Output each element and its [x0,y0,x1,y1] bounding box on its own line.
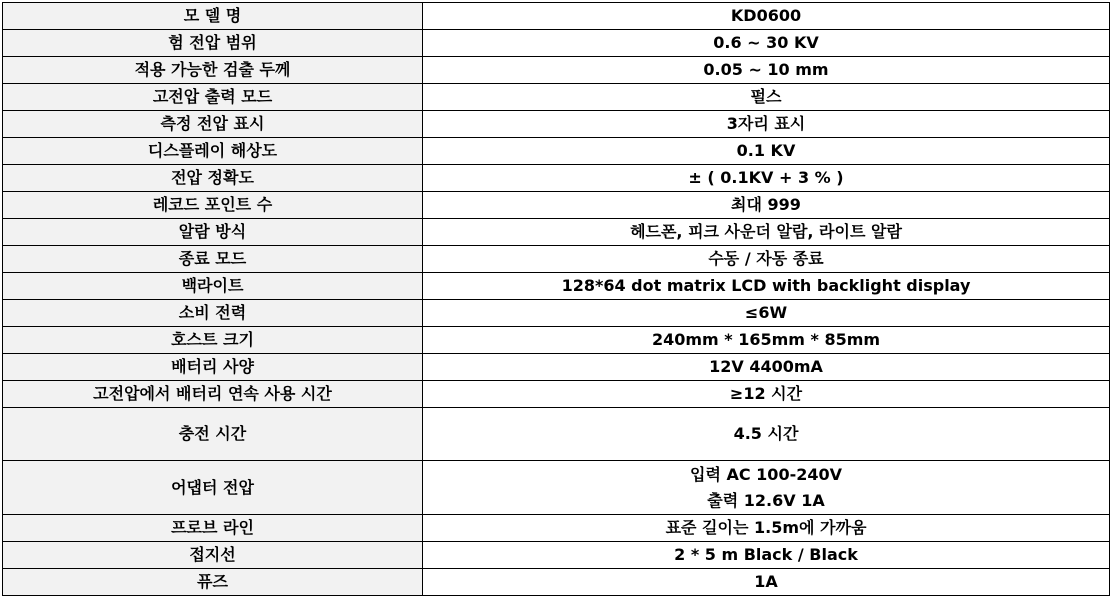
table-row [3,165,1110,192]
table-row [3,138,1110,165]
spec-value: 2 * 5 m Black / Black [423,542,1110,569]
table-row [3,569,1110,596]
spec-value: 0.05 ~ 10 mm [423,57,1110,84]
adapter-output-line: 출력 12.6V 1A [707,490,825,510]
spec-value-multiline [423,461,1110,515]
spec-value: ≥12 시간 [423,381,1110,408]
spec-value: 3자리 표시 [423,111,1110,138]
spec-label: 퓨즈 [3,569,423,596]
spec-label: 소비 전력 [3,300,423,327]
spec-value: ± ( 0.1KV + 3 % ) [423,165,1110,192]
spec-label: 고전압 출력 모드 [3,84,423,111]
table-row [3,515,1110,542]
spec-label: 알람 방식 [3,219,423,246]
table-row [3,84,1110,111]
table-row [3,219,1110,246]
spec-value: 표준 길이는 1.5m에 가까움 [423,515,1110,542]
spec-label: 측정 전압 표시 [3,111,423,138]
spec-label: 고전압에서 배터리 연속 사용 시간 [3,381,423,408]
spec-value: 0.6 ~ 30 KV [423,30,1110,57]
spec-value: 최대 999 [423,192,1110,219]
table-row [3,192,1110,219]
spec-value: 헤드폰, 피크 사운더 알람, 라이트 알람 [423,219,1110,246]
spec-value: 128*64 dot matrix LCD with backlight display [423,273,1110,300]
spec-value: 수동 / 자동 종료 [423,246,1110,273]
table-row [3,111,1110,138]
spec-label: 백라이트 [3,273,423,300]
spec-value: ≤6W [423,300,1110,327]
spec-value: 12V 4400mA [423,354,1110,381]
table-row [3,57,1110,84]
spec-label: 배터리 사양 [3,354,423,381]
spec-label: 어댑터 전압 [3,461,423,515]
spec-table [2,2,1110,596]
table-row [3,246,1110,273]
table-row [3,461,1110,515]
table-row [3,30,1110,57]
table-row [3,327,1110,354]
spec-value: 0.1 KV [423,138,1110,165]
table-row [3,381,1110,408]
spec-label: 접지선 [3,542,423,569]
spec-label: 모 델 명 [3,3,423,30]
spec-label: 호스트 크기 [3,327,423,354]
table-row [3,273,1110,300]
spec-label: 프로브 라인 [3,515,423,542]
spec-value: 펄스 [423,84,1110,111]
spec-value: 240mm * 165mm * 85mm [423,327,1110,354]
table-row [3,300,1110,327]
spec-value: 1A [423,569,1110,596]
spec-value: KD0600 [423,3,1110,30]
table-row [3,354,1110,381]
adapter-input-line: 입력 AC 100-240V [690,464,842,484]
spec-label: 종료 모드 [3,246,423,273]
spec-label: 디스플레이 해상도 [3,138,423,165]
spec-value: 4.5 시간 [423,408,1110,461]
spec-label: 험 전압 범위 [3,30,423,57]
table-row [3,542,1110,569]
spec-label: 충전 시간 [3,408,423,461]
spec-label: 레코드 포인트 수 [3,192,423,219]
table-row [3,3,1110,30]
spec-label: 전압 정확도 [3,165,423,192]
spec-label: 적용 가능한 검출 두께 [3,57,423,84]
table-row [3,408,1110,461]
